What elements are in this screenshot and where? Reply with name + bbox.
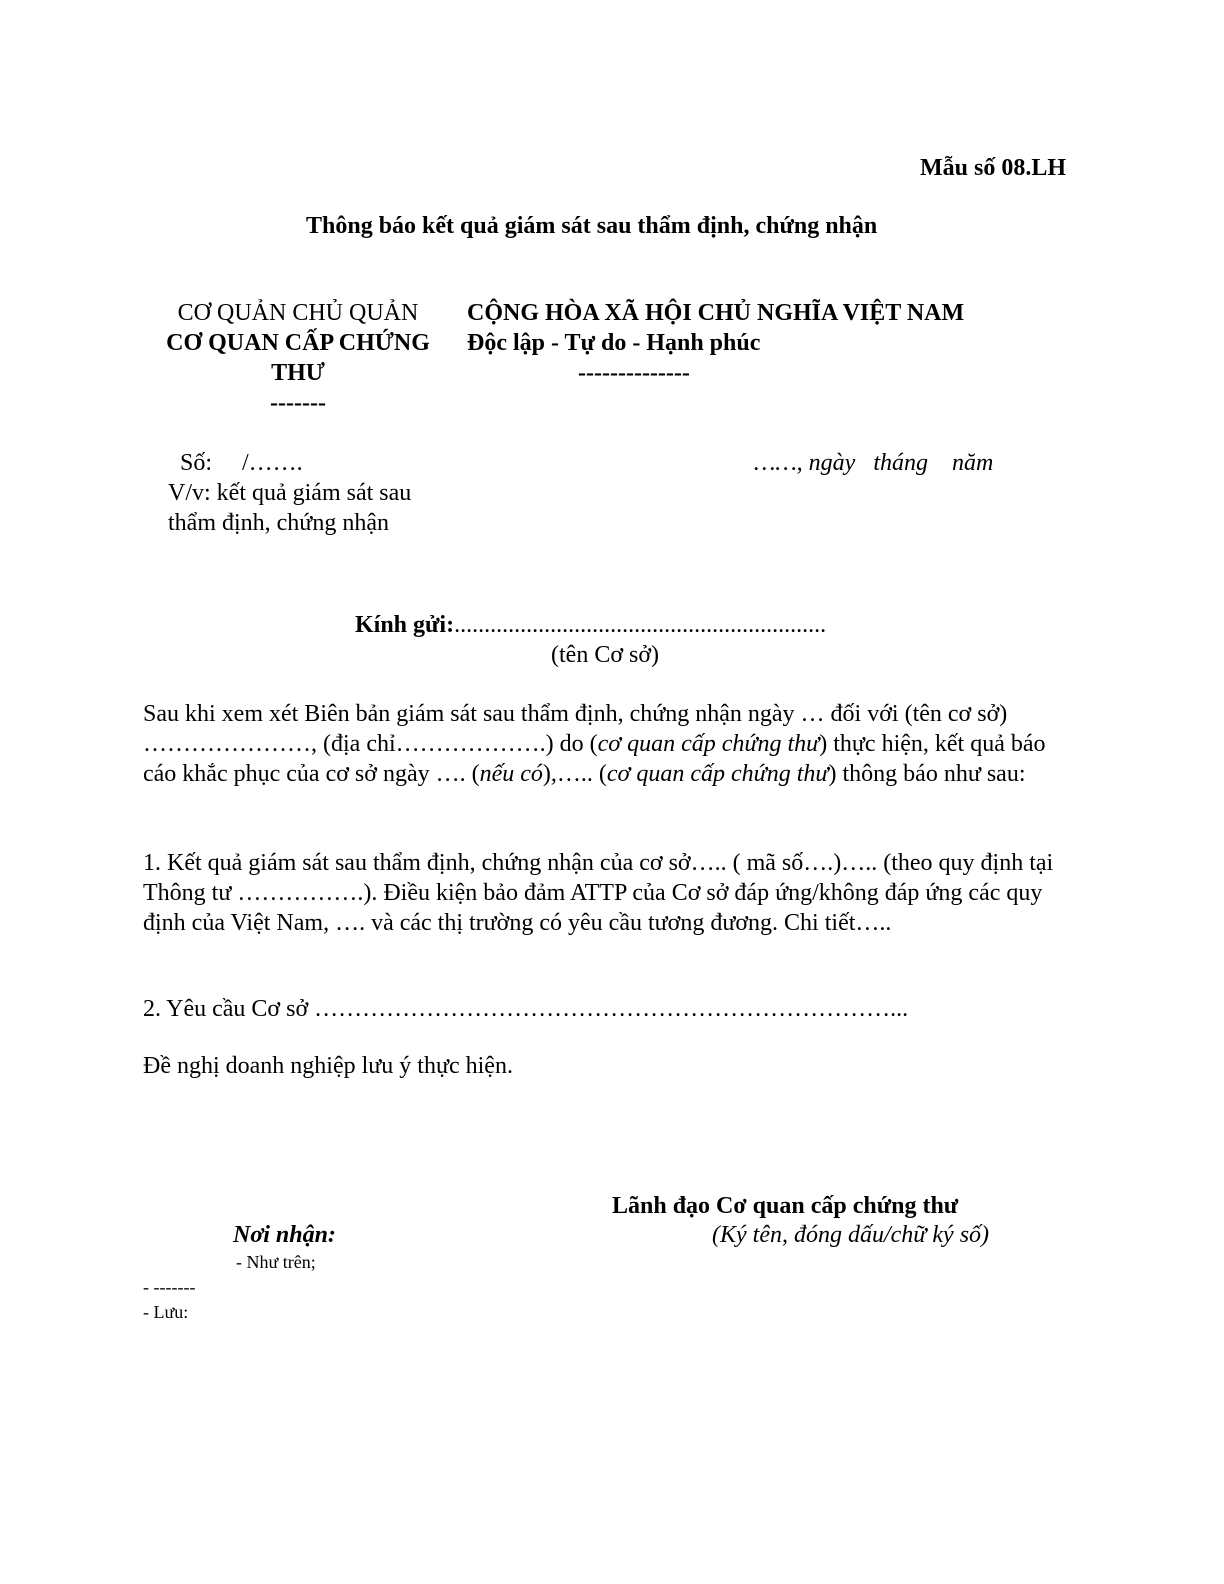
body-paragraph-3: 2. Yêu cầu Cơ sở ………………………………………………………………... bbox=[143, 996, 909, 1022]
p1-text-e: ),….. ( bbox=[542, 761, 607, 787]
recipients-item-3: - Lưu: bbox=[143, 1302, 189, 1322]
recipient-line bbox=[355, 612, 826, 639]
date-line: ……, ngày tháng năm bbox=[754, 450, 994, 476]
issuing-agency-line2: THƯ bbox=[271, 360, 325, 386]
parent-agency: CƠ QUẢN CHỦ QUẢN bbox=[177, 300, 419, 326]
p1-text-c: ) thực hiện, kết quả báo cáo khắc phục của cơ sở ngày …. ( bbox=[143, 731, 1046, 787]
subject-line-2: thẩm định, chứng nhận bbox=[168, 510, 389, 536]
body-paragraph-2: 1. Kết quả giám sát sau thẩm định, chứng nhận của cơ sở….. ( mã số….)….. (theo quy định tại Thông tư …………….). Điều kiện bảo đảm ATTP của Cơ sở đáp ứng/không đáp ứng các quy định của Việt Nam, …. và các thị trường có yêu cầu tương đương. Chi tiết….. bbox=[143, 850, 1054, 936]
p1-text-a: Sau khi xem xét Biên bản giám sát sau thẩm định, chứng nhận ngày … đối với (tên cơ sở) …………………, (địa chỉ……………….) do ( bbox=[143, 701, 1008, 757]
issuing-agency-line1: CƠ QUAN CẤP CHỨNG bbox=[166, 330, 430, 356]
document-title: Thông báo kết quả giám sát sau thẩm định, chứng nhận bbox=[306, 213, 878, 239]
recipients-label: Nơi nhận: bbox=[233, 1222, 336, 1248]
subject-line-1: V/v: kết quả giám sát sau bbox=[168, 480, 412, 506]
national-motto: Độc lập - Tự do - Hạnh phúc bbox=[467, 330, 761, 356]
right-header-separator: -------------- bbox=[578, 360, 690, 386]
left-header-separator: ------- bbox=[270, 390, 326, 416]
right-header bbox=[467, 298, 964, 388]
body-paragraph-4: Đề nghị doanh nghiệp lưu ý thực hiện. bbox=[143, 1053, 513, 1079]
recipient-dots: .............................................................. bbox=[454, 612, 827, 638]
document-number: Số: /……. bbox=[180, 450, 303, 476]
recipient-note: (tên Cơ sở) bbox=[551, 642, 660, 668]
body-paragraph-1 bbox=[143, 699, 1083, 789]
signature-title: Lãnh đạo Cơ quan cấp chứng thư bbox=[612, 1193, 959, 1219]
p1-text-g: ) thông báo như sau: bbox=[828, 761, 1026, 787]
p1-issuer-italic: cơ quan cấp chứng thư bbox=[597, 731, 820, 757]
recipient-label: Kính gửi: bbox=[355, 612, 455, 638]
p1-issuer-italic-2: cơ quan cấp chứng thư bbox=[606, 761, 829, 787]
form-number: Mẫu số 08.LH bbox=[920, 155, 1067, 181]
p1-if-any-italic: nếu có bbox=[479, 761, 543, 787]
recipients-item-1: - Như trên; bbox=[236, 1252, 316, 1272]
country-name: CỘNG HÒA XÃ HỘI CHỦ NGHĨA VIỆT NAM bbox=[467, 300, 965, 326]
left-header bbox=[148, 298, 448, 418]
recipients-item-2: - ------- bbox=[143, 1277, 196, 1297]
signature-note: (Ký tên, đóng dấu/chữ ký số) bbox=[712, 1222, 990, 1248]
